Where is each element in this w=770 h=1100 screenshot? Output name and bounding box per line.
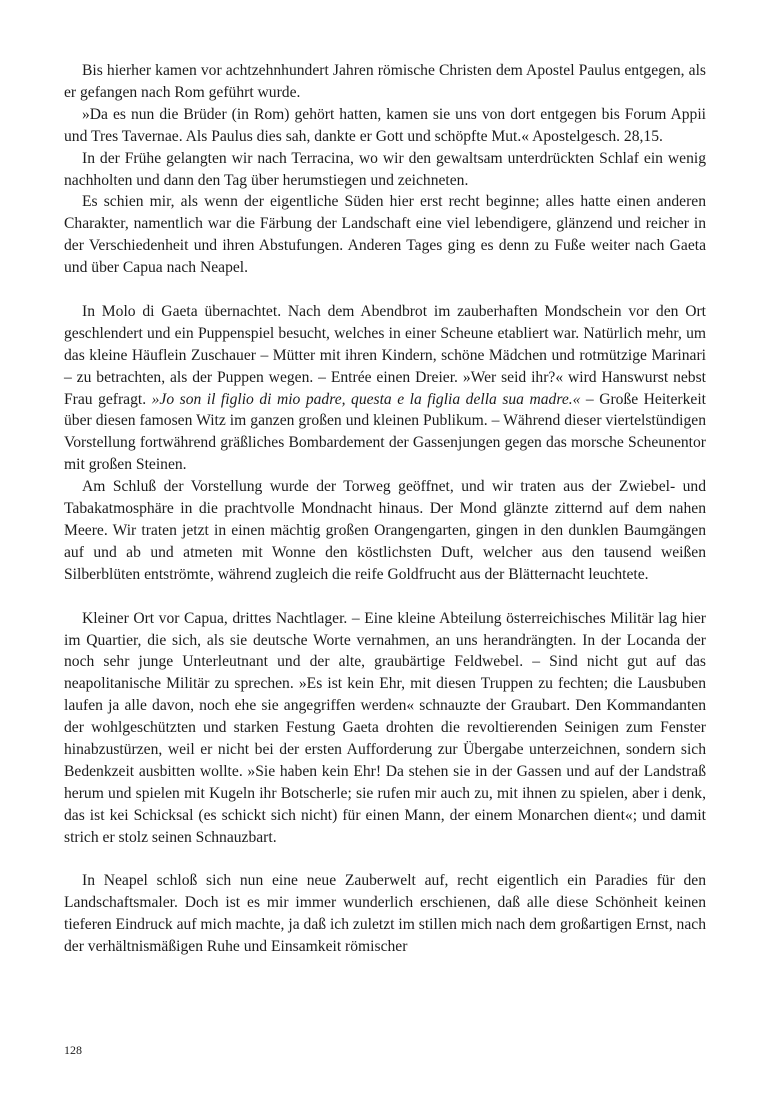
section-molo-di-gaeta [64,301,706,586]
paragraph-quote: »Da es nun die Brüder (in Rom) gehört hatten, kamen sie uns von dort entgegen bis Forum Appii und Tres Tavernae. Als Paulus dies sah, dankte er Gott und schöpfte Mut.« Apostelgesch. 28,15. [64,105,706,145]
italic-quote: »Jo son il figlio di mio padre, questa e la figlia della sua madre.« [151,390,581,408]
section-terracina [64,60,706,279]
paragraph: Bis hierher kamen vor achtzehnhundert Jahren römische Christen dem Apostel Paulus entgegen, als er gefangen nach Rom geführt wurde. [64,62,706,101]
section-neapel [64,870,706,958]
section-capua [64,608,706,849]
paragraph: Am Schluß der Vorstellung wurde der Torweg geöffnet, und wir traten aus der Zwiebel- und Tabakatmosphäre in die prachtvolle Mondnacht hinaus. Der Mond glänzte zitternd auf dem nahen Meere. Wir traten jetzt in einen mächtig großen Orangengarten, gingen in den dunklen Baumgängen auf und ab und atmeten mit Wonne den köstlichsten Duft, welcher aus den tausend weißen Silberblüten entströmte, während zugleich die reife Goldfrucht aus der Blätternacht leuchtete. [64,478,706,583]
text-run: In Molo di Gaeta übernachtet. Nach dem Abendbrot im zauberhaften Mondschein vor den Ort geschlendert und ein Puppenspiel besucht, welches in einer Scheune etabliert war. Natürlich mehr, um das kleine Häuflein Zuschauer – Mütter mit ihren Kindern, schöne Mädchen und rotmützige Marinari – zu betrachten, als der Puppen wegen. – Entrée einen Dreier. »Wer seid ihr?« wird Hanswurst nebst Frau gefragt. [64,302,706,408]
paragraph: In der Frühe gelangten wir nach Terracina, wo wir den gewaltsam unterdrückten Schlaf ein wenig nachholten und dann den Tag über herumstiegen und zeichneten. [64,149,706,189]
paragraph: In Neapel schloß sich nun eine neue Zauberwelt auf, recht eigentlich ein Paradies für den Landschaftsmaler. Doch ist es mir immer wunderlich erschienen, daß alle diese Schönheit keinen tieferen Eindruck auf mich machte, ja daß ich zuletzt im stillen mich nach dem großartigen Ernst, nach der verhältnismäßigen Ruhe und Einsamkeit römischer [64,872,706,956]
paragraph [64,301,706,476]
text-run: – Große Heiterkeit über diesen famosen Witz im ganzen großen und kleinen Publikum. – Während dieser viertelstündigen Vorstellung fortwährend gräßliches Bombardement der Gassenjungen gegen das morsche Scheunentor mit großen Steinen. [64,390,707,474]
page-body [64,60,706,958]
page-number: 128 [64,1043,82,1057]
paragraph: Kleiner Ort vor Capua, drittes Nachtlager. – Eine kleine Abteilung österreichisches Militär lag hier im Quartier, die sich, als sie deutsche Worte vernahmen, an uns herandrängten. In der Locanda der noch sehr junge Unterleutnant und der alte, graubärtige Feldwebel. – Sind nicht gut auf das neapolitanische Militär zu sprechen. »Es ist kein Ehr, mit diesen Truppen zu fechten; die Lausbuben laufen ja alle davon, noch ehe sie angegriffen werden« schnauzte der Graubart. Den Kommandanten der wohlgeschützten und starken Festung Gaeta drohten die revoltierenden Seinigen zum Fenster hinabzustürzen, weil er nicht bei der ersten Aufforderung zur Übergabe unterzeichnen, sondern sich Bedenkzeit ausbitten wollte. »Sie haben kein Ehr! Da stehen sie in der Gassen und auf der Landstraß herum und spielen mit Kugeln ihr Botscherle; sie rufen mir auch zu, mit ihnen zu spielen, aber i denk, das ist kei Schicksal (es schickt sich nicht) für einen Mann, der einem Monarchen dient«; und damit strich er stolz seinen Schnauzbart. [64,609,706,846]
paragraph: Es schien mir, als wenn der eigentliche Süden hier erst recht beginne; alles hatte einen anderen Charakter, namentlich war die Färbung der Landschaft eine viel lebendigere, glänzend und reicher in der Verschiedenheit und ihren Abstufungen. Anderen Tages ging es denn zu Fuße weiter nach Gaeta und über Capua nach Neapel. [64,193,706,277]
